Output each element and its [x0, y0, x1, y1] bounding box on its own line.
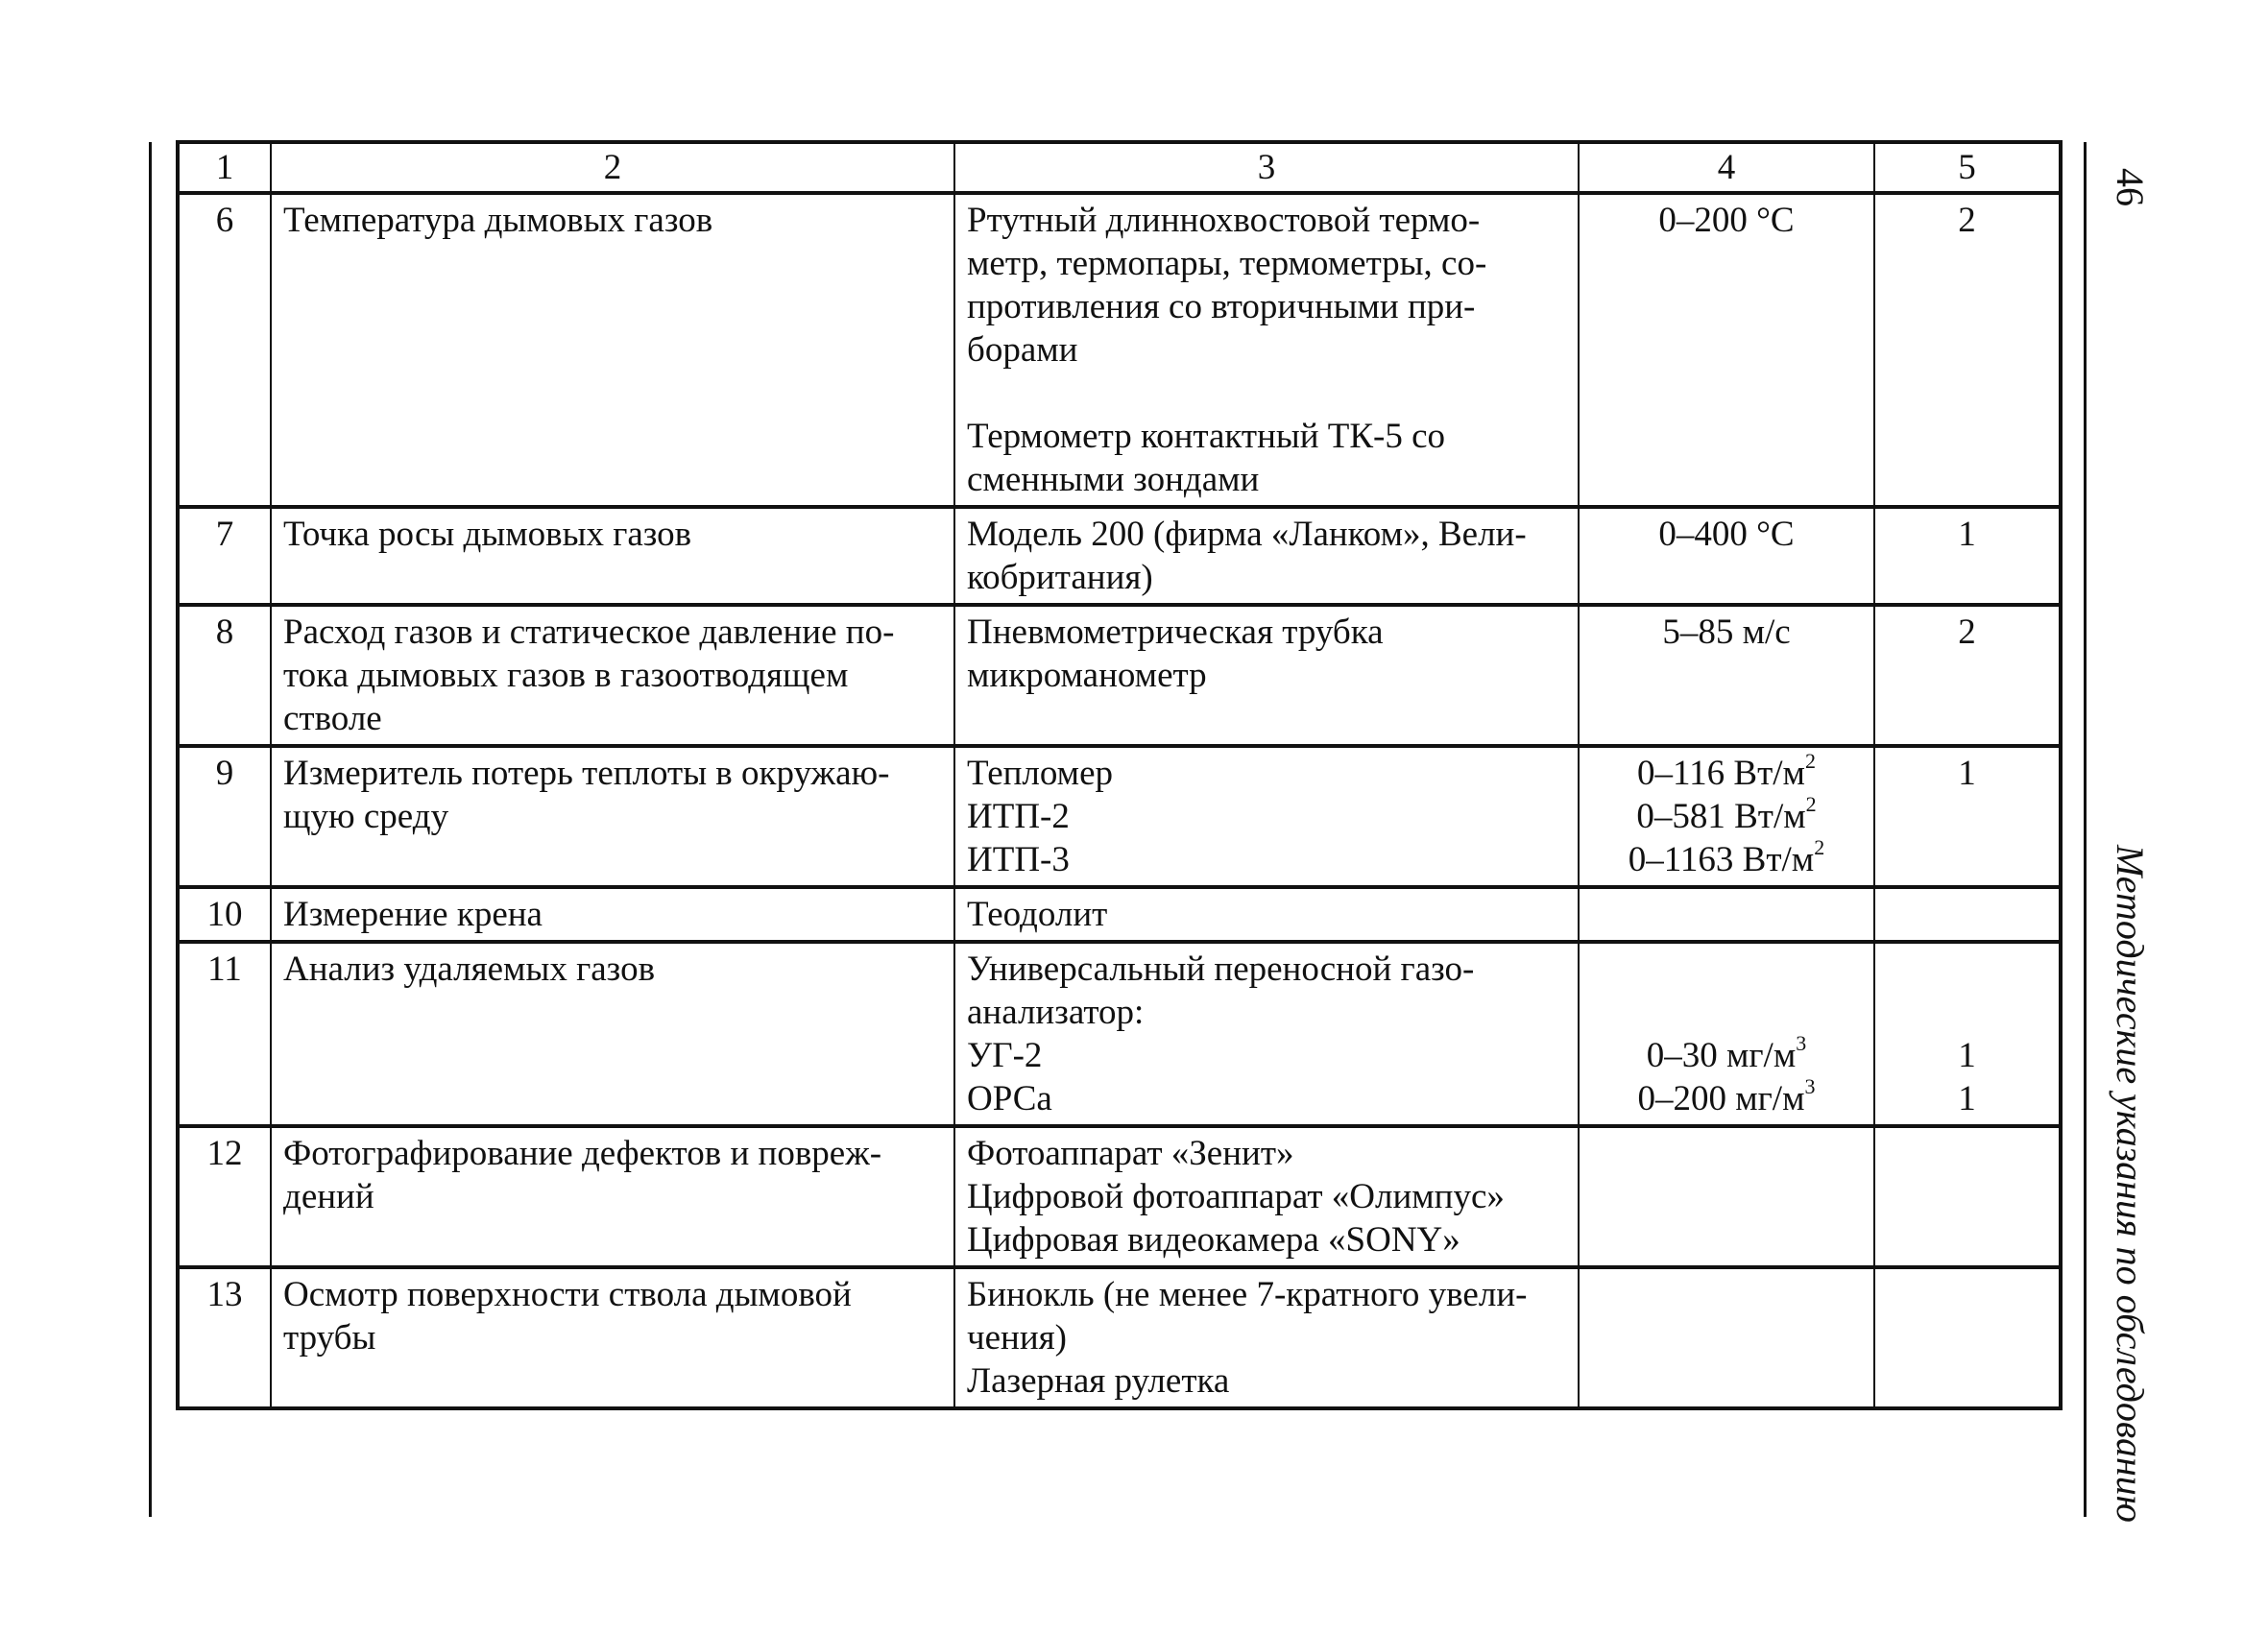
range-cell: [1579, 1267, 1874, 1408]
row-number: 12: [178, 1126, 271, 1267]
row-number: 7: [178, 507, 271, 605]
unit-exponent: 2: [1804, 748, 1816, 773]
unit-exponent: 3: [1804, 1073, 1816, 1098]
instrument-cell: [954, 1267, 1579, 1408]
range-value: 5–85 м/с: [1662, 613, 1791, 652]
instrument-line: чения): [967, 1318, 1067, 1358]
table-row: [178, 605, 2061, 746]
unit-exponent: 3: [1796, 1030, 1807, 1055]
range-cell: [1579, 942, 1874, 1126]
range-text: 0–116 Вт/м: [1637, 754, 1805, 793]
range-value: 0–200 °С: [1658, 201, 1795, 240]
instrument-cell: [954, 507, 1579, 605]
parameter-line: стволе: [283, 699, 382, 738]
parameter-cell: [271, 1267, 954, 1408]
quantity-cell: [1874, 605, 2061, 746]
range-cell: [1579, 746, 1874, 887]
range-cell: [1579, 507, 1874, 605]
quantity-value: 1: [1958, 1079, 1976, 1118]
range-value: [1591, 834, 1862, 881]
range-value: [1591, 1030, 1862, 1077]
parameter-line: Фотографирование дефектов и повреж-: [283, 1134, 882, 1173]
instrument-line: УГ-2: [967, 1036, 1043, 1075]
row-number: 13: [178, 1267, 271, 1408]
quantity-cell: [1874, 507, 2061, 605]
parameter-cell: [271, 1126, 954, 1267]
blank-line: [1591, 948, 1862, 991]
instrument-line: Термометр контактный ТК-5 со: [967, 417, 1446, 456]
range-value: [1591, 1073, 1862, 1120]
range-text: 0–200 мг/м: [1637, 1079, 1805, 1118]
quantity-cell: [1874, 942, 2061, 1126]
parameter-cell: [271, 605, 954, 746]
instrument-line: Пневмометрическая трубка: [967, 613, 1384, 652]
header-col-2: 2: [271, 142, 954, 193]
table-row: [178, 1126, 2061, 1267]
instrument-line: Цифровая видеокамера «SONY»: [967, 1220, 1460, 1260]
range-cell: [1579, 1126, 1874, 1267]
page-number: 46: [2109, 168, 2152, 206]
parameter-line: Измерение крена: [283, 895, 543, 934]
margin-rule-left: [149, 142, 152, 1517]
instrument-line: Бинокль (не менее 7-кратного увели-: [967, 1275, 1528, 1314]
row-number: 11: [178, 942, 271, 1126]
instrument-line: Модель 200 (фирма «Ланком», Вели-: [967, 515, 1527, 554]
parameter-line: Осмотр поверхности ствола дымовой: [283, 1275, 852, 1314]
table-row: [178, 1267, 2061, 1408]
range-cell: [1579, 193, 1874, 507]
instrument-line: Ртутный длиннохвостовой термо-: [967, 201, 1481, 240]
range-cell: [1579, 887, 1874, 942]
quantity-cell: [1874, 887, 2061, 942]
quantity-value: 2: [1958, 613, 1976, 652]
quantity-cell: [1874, 1126, 2061, 1267]
instrument-cell: [954, 887, 1579, 942]
table-header-row: [178, 142, 2061, 193]
instrument-cell: [954, 746, 1579, 887]
instrument-line: ОРСа: [967, 1079, 1052, 1118]
instrument-line: сменными зондами: [967, 460, 1260, 499]
header-col-4: 4: [1579, 142, 1874, 193]
row-number: 10: [178, 887, 271, 942]
instrument-line: ИТП-2: [967, 797, 1070, 836]
parameter-line: щую среду: [283, 797, 449, 836]
parameter-cell: [271, 746, 954, 887]
instrument-line: Фотоаппарат «Зенит»: [967, 1134, 1294, 1173]
parameter-line: Точка росы дымовых газов: [283, 515, 692, 554]
instrument-line: ИТП-3: [967, 840, 1070, 879]
instrument-cell: [954, 1126, 1579, 1267]
instrument-cell: [954, 605, 1579, 746]
equipment-table: [176, 140, 2063, 1410]
blank-line: [1591, 991, 1862, 1034]
instrument-line: кобритания): [967, 558, 1153, 597]
parameter-cell: [271, 507, 954, 605]
table-row: [178, 746, 2061, 887]
quantity-value: 2: [1958, 201, 1976, 240]
instrument-line: борами: [967, 330, 1078, 370]
quantity-value: 1: [1958, 515, 1976, 554]
instrument-cell: [954, 193, 1579, 507]
quantity-value: 1: [1958, 754, 1976, 793]
instrument-line: противления со вторичными при-: [967, 287, 1476, 326]
unit-exponent: 2: [1805, 791, 1817, 816]
instrument-line: микроманометр: [967, 656, 1207, 695]
header-col-5: 5: [1874, 142, 2061, 193]
table-row: [178, 887, 2061, 942]
instrument-line: анализатор:: [967, 993, 1145, 1032]
header-col-1: 1: [178, 142, 271, 193]
quantity-value: 1: [1958, 1036, 1976, 1075]
table-row: [178, 507, 2061, 605]
parameter-line: тока дымовых газов в газоотводящем: [283, 656, 849, 695]
range-value: [1591, 791, 1862, 838]
parameter-line: трубы: [283, 1318, 376, 1358]
parameter-cell: [271, 193, 954, 507]
table-row: [178, 193, 2061, 507]
range-text: 0–30 мг/м: [1646, 1036, 1797, 1075]
quantity-cell: [1874, 746, 2061, 887]
blank-line: [1887, 991, 2047, 1034]
parameter-line: дений: [283, 1177, 374, 1216]
range-text: 0–581 Вт/м: [1636, 797, 1806, 836]
instrument-line: Тепломер: [967, 754, 1114, 793]
parameter-line: Измеритель потерь теплоты в окружаю-: [283, 754, 890, 793]
running-title: [2106, 845, 2154, 1523]
instrument-line: Цифровой фотоаппарат «Олимпус»: [967, 1177, 1505, 1216]
running-title-text: Методические указания по обследованию: [2109, 845, 2152, 1523]
row-number: 9: [178, 746, 271, 887]
table-row: [178, 942, 2061, 1126]
blank-line: [1887, 948, 2047, 991]
range-value: 0–400 °С: [1658, 515, 1795, 554]
range-cell: [1579, 605, 1874, 746]
instrument-line: Универсальный переносной газо-: [967, 949, 1475, 989]
margin-rule-right: [2084, 142, 2087, 1517]
parameter-cell: [271, 887, 954, 942]
range-text: 0–1163 Вт/м: [1628, 840, 1815, 879]
parameter-line: Анализ удаляемых газов: [283, 949, 656, 989]
unit-exponent: 2: [1814, 834, 1825, 859]
quantity-cell: [1874, 1267, 2061, 1408]
instrument-line: Лазерная рулетка: [967, 1361, 1230, 1401]
instrument-cell: [954, 942, 1579, 1126]
row-number: 6: [178, 193, 271, 507]
header-col-3: 3: [954, 142, 1579, 193]
parameter-line: Температура дымовых газов: [283, 201, 713, 240]
paragraph-gap: [967, 372, 1566, 415]
row-number: 8: [178, 605, 271, 746]
quantity-cell: [1874, 193, 2061, 507]
instrument-line: Теодолит: [967, 895, 1108, 934]
parameter-line: Расход газов и статическое давление по-: [283, 613, 895, 652]
range-value: [1591, 748, 1862, 795]
instrument-line: метр, термопары, термометры, со-: [967, 244, 1487, 283]
parameter-cell: [271, 942, 954, 1126]
